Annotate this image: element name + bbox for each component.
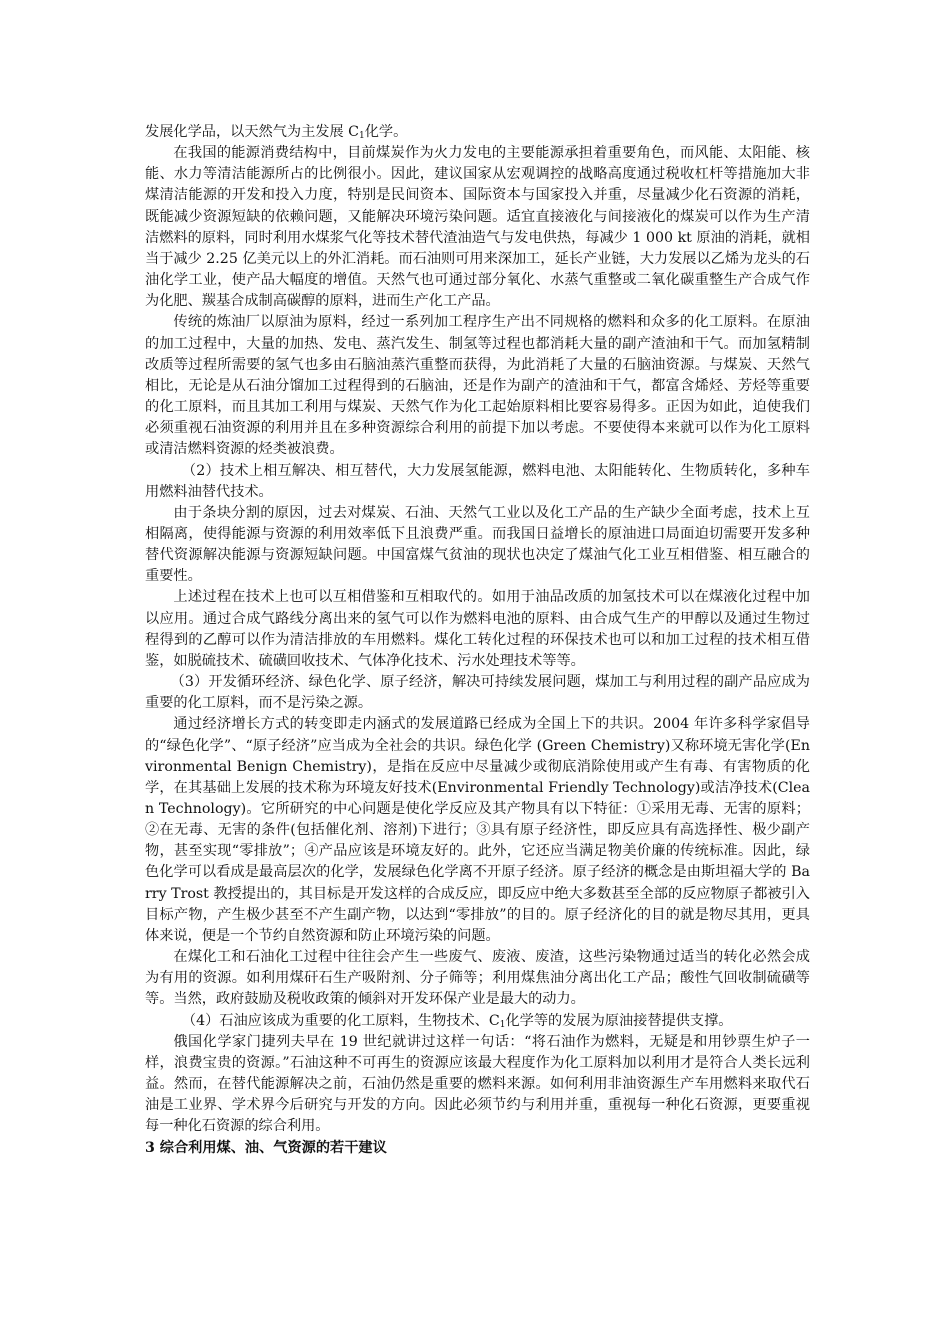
section-heading: 3 综合利用煤、油、气资源的若干建议 (145, 1139, 387, 1156)
subscript: 1 (359, 131, 365, 141)
list-item-3: （3）开发循环经济、绿色化学、原子经济，解决可持续发展问题，煤加工与利用过程的副产品应成为重要的化工原料，而不是污染之源。 (145, 674, 810, 712)
list-item-4 (145, 1011, 810, 1032)
document-page (145, 122, 810, 1159)
paragraph-mendeleev: 俄国化学家门捷列夫早在 19 世纪就讲过这样一句话：“将石油作为燃料，无疑是和用钞票生炉子一样，浪费宝贵的资源。”石油这种不可再生的资源应该最大程度作为化工原料加以利用才是符合人类长远利益。然而，在替代能源解决之前，石油仍然是重要的燃料来源。如何利用非油资源生产车用燃料来取代石油是工业界、学术界今后研究与开发的方向。因此必须节约与利用并重，重视每一种化石资源，更要重视每一种化石资源的综合利用。 (145, 1033, 810, 1135)
paragraph-segmentation: 由于条块分割的原因，过去对煤炭、石油、天然气工业以及化工产品的生产缺少全面考虑，技术上互相隔离，使得能源与资源的利用效率低下且浪费严重。而我国日益增长的原油进口局面迫切需要开发多种替代资源解决能源与资源短缺问题。中国富煤气贫油的现状也决定了煤油气化工业互相借鉴、相互融合的重要性。 (145, 504, 810, 585)
subscript: 1 (499, 1019, 506, 1030)
text-run: 化学等的发展为原油接替提供支撑。 (505, 1012, 733, 1029)
text-run: 发展化学品，以天然气为主发展 C (145, 124, 359, 140)
list-item-2: （2）技术上相互解决、相互替代，大力发展氢能源，燃料电池、太阳能转化、生物质转化，多种车用燃料油替代技术。 (145, 462, 810, 500)
paragraph-continuation (145, 122, 810, 143)
text-run: 化学。 (364, 124, 408, 140)
paragraph-technology-sharing: 上述过程在技术上也可以互相借鉴和互相取代的。如用于油品改质的加氢技术可以在煤液化过程中加以应用。通过合成气路线分离出来的氢气可以作为燃料电池的原料、由合成气生产的甲醇以及通过生物过程得到的乙醇可以作为清洁排放的车用燃料。煤化工转化过程的环保技术也可以和加工过程的技术相互借鉴，如脱硫技术、硫磺回收技术、气体净化技术、污水处理技术等等。 (145, 589, 810, 669)
text-run: （4）石油应该成为重要的化工原料，生物技术、C (181, 1012, 500, 1029)
paragraph-green-chemistry: 通过经济增长方式的转变即走内涵式的发展道路已经成为全国上下的共识。2004 年许多科学家倡导的“绿色化学”、“原子经济”应当成为全社会的共识。绿色化学 (Green Chemistry)又称环境无害化学(Environmental Benign Chemistry)，是指在反应中尽量减少或彻底消除使用或产生有毒、有害物质的化学，在其基础上发展的技术称为环境友好技术(Environmental Friendly Technology)或洁净技术(Clean Technology)。它所研究的中心问题是使化学反应及其产物具有以下特征：①采用无毒、无害的原料；②在无毒、无害的条件(包括催化剂、溶剂)下进行；③具有原子经济性，即反应具有高选择性、极少副产物，甚至实现“零排放”；④产品应该是环境友好的。此外，它还应当满足物美价廉的传统标准。因此，绿色化学可以看成是最高层次的化学，发展绿色化学离不开原子经济。原子经济的概念是由斯坦福大学的 Barry Trost 教授提出的，其目标是开发这样的合成反应，即反应中绝大多数甚至全部的反应物原子都被引入目标产物，产生极少甚至不产生副产物，以达到“零排放”的目的。原子经济化的目的就是物尽其用，更具体来说，便是一个节约自然资源和防止环境污染的问题。 (145, 716, 810, 944)
paragraph-waste-conversion: 在煤化工和石油化工过程中往往会产生一些废气、废液、废渣，这些污染物通过适当的转化必然会成为有用的资源。如利用煤矸石生产吸附剂、分子筛等；利用煤焦油分离出化工产品；酸性气回收制硫磺等等。当然，政府鼓励及税收政策的倾斜对开发环保产业是最大的动力。 (145, 949, 810, 1008)
paragraph-energy-structure: 在我国的能源消费结构中，目前煤炭作为火力发电的主要能源承担着重要角色，而风能、太阳能、核能、水力等清洁能源所占的比例很小。因此，建议国家从宏观调控的战略高度通过税收杠杆等措施加大非煤清洁能源的开发和投入力度，特别是民间资本、国际资本与国家投入并重，尽量减少化石资源的消耗，既能减少资源短缺的依赖问题，又能解决环境污染问题。适宜直接液化与间接液化的煤炭可以作为生产清洁燃料的原料，同时利用水煤浆气化等技术替代渣油造气与发电供热，每减少 1 000 kt 原油的消耗，就相当于减少 2.25 亿美元以上的外汇消耗。而石油则可用来深加工，延长产业链，大力发展以乙烯为龙头的石油化学工业，使产品大幅度的增值。天然气也可通过部分氧化、水蒸气重整或二氧化碳重整生产合成气作为化肥、羰基合成制高碳醇的原料，进而生产化工产品。 (145, 145, 810, 310)
paragraph-refinery: 传统的炼油厂以原油为原料，经过一系列加工程序生产出不同规格的燃料和众多的化工原料。在原油的加工过程中，大量的加热、发电、蒸汽发生、制氢等过程也都消耗大量的副产渣油和干气。而加氢精制改质等过程所需要的氢气也多由石脑油蒸汽重整而获得，为此消耗了大量的石脑油资源。与煤炭、天然气相比，无论是从石油分馏加工过程得到的石脑油，还是作为副产的渣油和干气，都富含烯烃、芳烃等重要的化工原料，而且其加工利用与煤炭、天然气作为化工起始原料相比要容易得多。正因为如此，迫使我们必须重视石油资源的利用并且在多种资源综合利用的前提下加以考虑。不要使得本来就可以作为化工原料或清洁燃料资源的烃类被浪费。 (145, 314, 810, 458)
